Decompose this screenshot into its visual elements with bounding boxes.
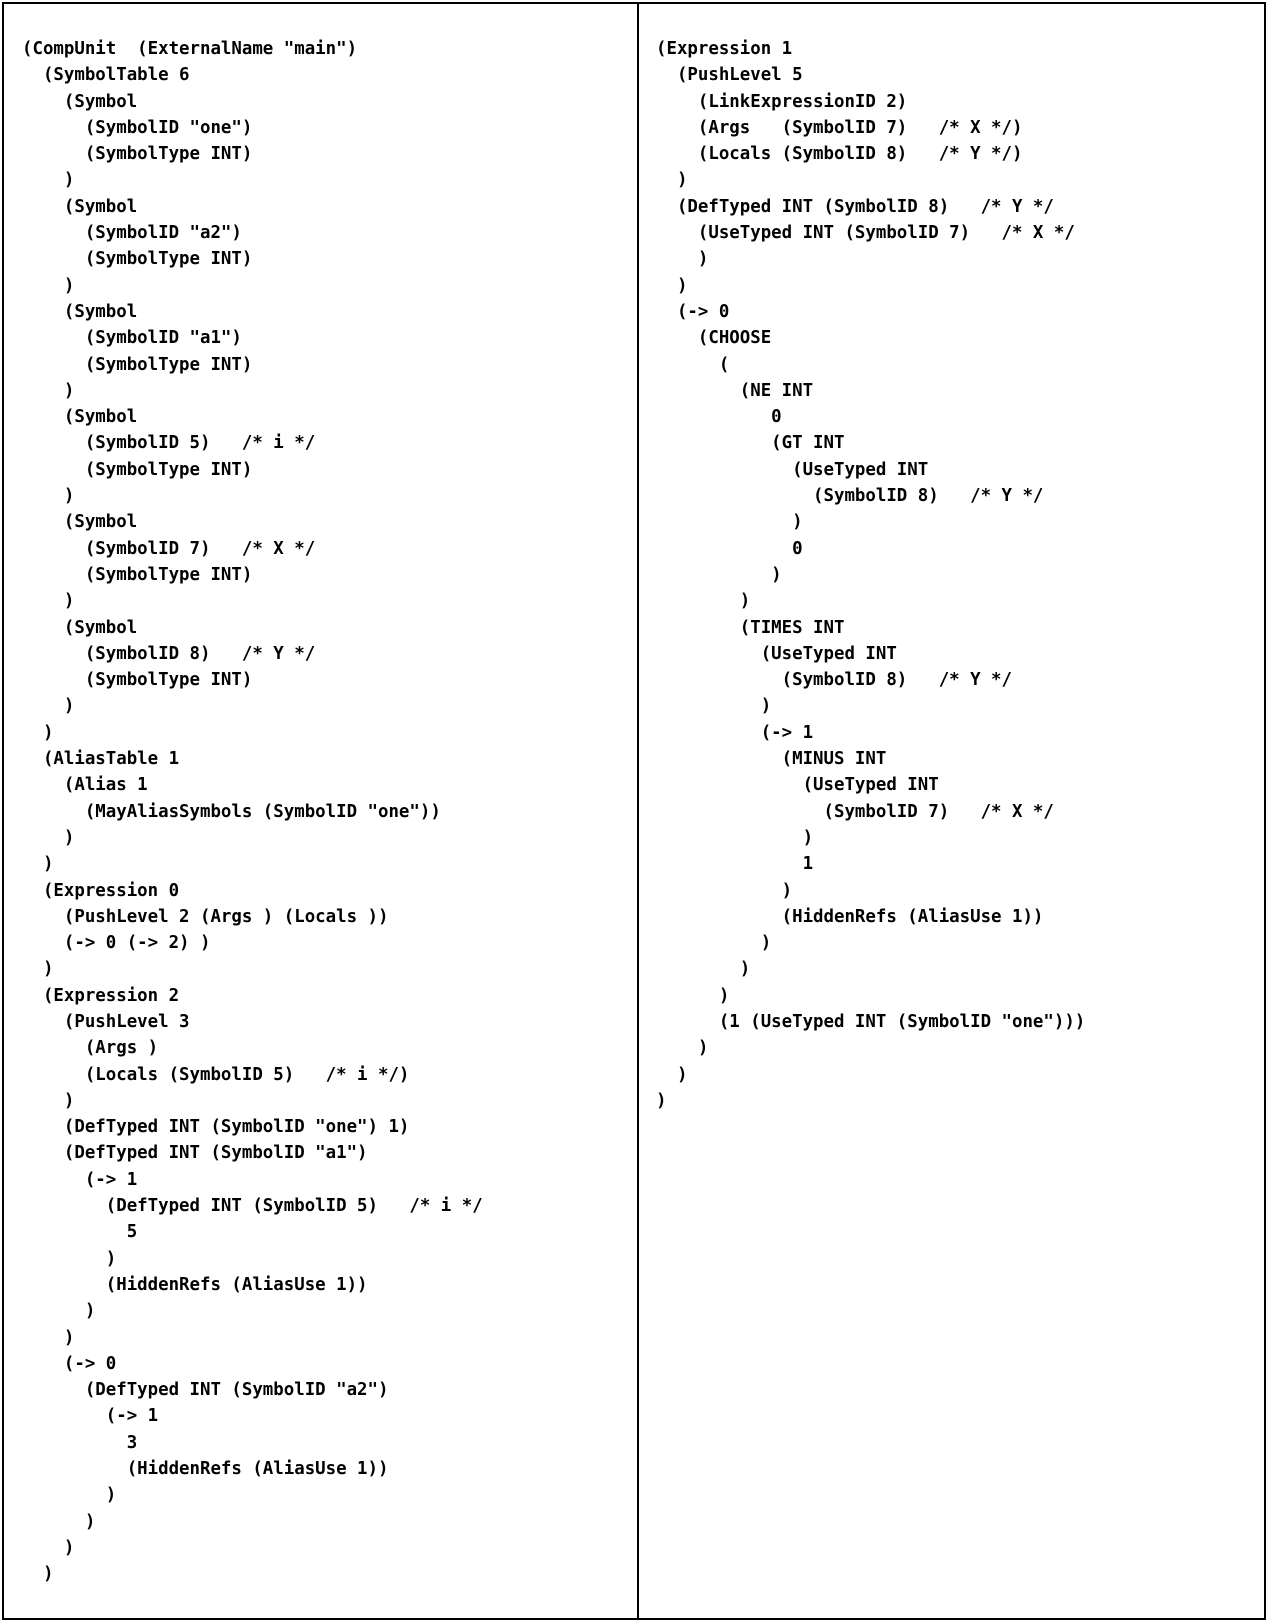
code-line: (Locals (SymbolID 5) /* i */) [22,1064,410,1085]
code-line: (DefTyped INT (SymbolID "a2") [22,1380,389,1401]
code-line: (SymbolID 8) /* Y */ [656,486,1044,507]
code-line: ) [656,249,709,270]
code-line: (Locals (SymbolID 8) /* Y */) [656,144,1023,165]
code-line: ) [656,933,772,954]
code-line: (CHOOSE [656,328,772,349]
code-line: (SymbolID "a2") [22,223,242,244]
code-line: (PushLevel 2 (Args ) (Locals )) [22,906,389,927]
right-column [639,4,1264,1618]
code-line: (SymbolID 5) /* i */ [22,433,316,454]
code-line: (-> 0 [22,1353,117,1374]
code-line: (DefTyped INT (SymbolID 5) /* i */ [22,1196,483,1217]
code-line: (SymbolType INT) [22,144,253,165]
code-line: (SymbolType INT) [22,564,253,585]
code-line: ) [22,275,75,296]
code-line: ) [22,827,75,848]
code-line: ) [656,170,688,191]
code-line: (Symbol [22,617,138,638]
code-line: ) [656,880,793,901]
code-line: (AliasTable 1 [22,749,180,770]
code-line: ) [22,1485,117,1506]
code-line: (Symbol [22,512,138,533]
code-line: (1 (UseTyped INT (SymbolID "one"))) [656,1011,1086,1032]
code-line: (NE INT [656,380,814,401]
left-code-listing [22,36,483,1588]
code-line: ) [656,959,751,980]
code-line: (Symbol [22,407,138,428]
code-line: ) [656,696,772,717]
code-line: 0 [656,407,782,428]
code-line: (Expression 0 [22,880,180,901]
code-line: (SymbolType INT) [22,670,253,691]
code-line: (UseTyped INT [656,459,929,480]
code-line: (Args (SymbolID 7) /* X */) [656,117,1023,138]
code-line: ) [22,1537,75,1558]
code-line: (SymbolID 7) /* X */ [656,801,1054,822]
code-line: ) [22,1248,117,1269]
code-line: ) [22,170,75,191]
code-line: 3 [22,1432,138,1453]
code-line: (Expression 1 [656,39,793,59]
code-line: (Symbol [22,196,138,217]
code-line: (DefTyped INT (SymbolID "one") 1) [22,1117,410,1138]
code-line: (CompUnit (ExternalName "main") [22,39,358,59]
code-line: (SymbolTable 6 [22,65,190,86]
code-line: ) [22,591,75,612]
code-line: (-> 1 [656,722,814,743]
code-line: (DefTyped INT (SymbolID 8) /* Y */ [656,196,1054,217]
code-line: ) [656,512,803,533]
code-line: (SymbolID 8) /* Y */ [22,643,316,664]
code-line: (MayAliasSymbols (SymbolID "one")) [22,801,441,822]
code-line: (HiddenRefs (AliasUse 1)) [22,1459,389,1480]
code-line: 5 [22,1222,138,1243]
code-line: ) [656,827,814,848]
code-line: ) [656,1038,709,1059]
code-line: (-> 0 (-> 2) ) [22,933,211,954]
code-line: (GT INT [656,433,845,454]
code-line: ) [656,1064,688,1085]
code-line: ) [22,1301,96,1322]
code-line: ) [22,696,75,717]
code-line: ) [22,959,54,980]
code-line: ( [656,354,730,375]
code-line: 1 [656,854,814,875]
code-line: (Symbol [22,301,138,322]
code-line: (Symbol [22,91,138,112]
code-line: (UseTyped INT [656,643,897,664]
right-code-listing [656,36,1085,1114]
code-line: (PushLevel 3 [22,1011,190,1032]
code-line: (-> 0 [656,301,730,322]
document-frame [2,2,1266,1620]
code-line: ) [22,1327,75,1348]
code-line: (HiddenRefs (AliasUse 1)) [22,1274,368,1295]
code-line: (SymbolType INT) [22,459,253,480]
code-line: (Args ) [22,1038,159,1059]
code-line: (SymbolID "one") [22,117,253,138]
code-line: (PushLevel 5 [656,65,803,86]
code-line: ) [22,380,75,401]
code-line: ) [656,564,782,585]
code-line: ) [22,722,54,743]
code-line: (UseTyped INT (SymbolID 7) /* X */ [656,223,1075,244]
code-line: (Expression 2 [22,985,180,1006]
code-line: (SymbolType INT) [22,354,253,375]
code-line: (DefTyped INT (SymbolID "a1") [22,1143,368,1164]
code-line: (-> 1 [22,1406,159,1427]
code-line: (-> 1 [22,1169,138,1190]
code-line: (LinkExpressionID 2) [656,91,908,112]
code-line: ) [656,591,751,612]
code-line: (UseTyped INT [656,775,939,796]
left-column [4,4,639,1618]
code-line: ) [22,854,54,875]
code-line: ) [22,1511,96,1532]
code-line: (HiddenRefs (AliasUse 1)) [656,906,1044,927]
code-line: (Alias 1 [22,775,148,796]
code-line: ) [22,486,75,507]
code-line: (TIMES INT [656,617,845,638]
code-line: ) [656,1090,667,1111]
code-line: (SymbolID 7) /* X */ [22,538,316,559]
code-line: ) [656,985,730,1006]
code-line: (SymbolID 8) /* Y */ [656,670,1012,691]
code-line: 0 [656,538,803,559]
code-line: ) [656,275,688,296]
code-line: (MINUS INT [656,749,887,770]
code-line: (SymbolType INT) [22,249,253,270]
code-line: ) [22,1564,54,1585]
code-line: ) [22,1090,75,1111]
code-line: (SymbolID "a1") [22,328,242,349]
